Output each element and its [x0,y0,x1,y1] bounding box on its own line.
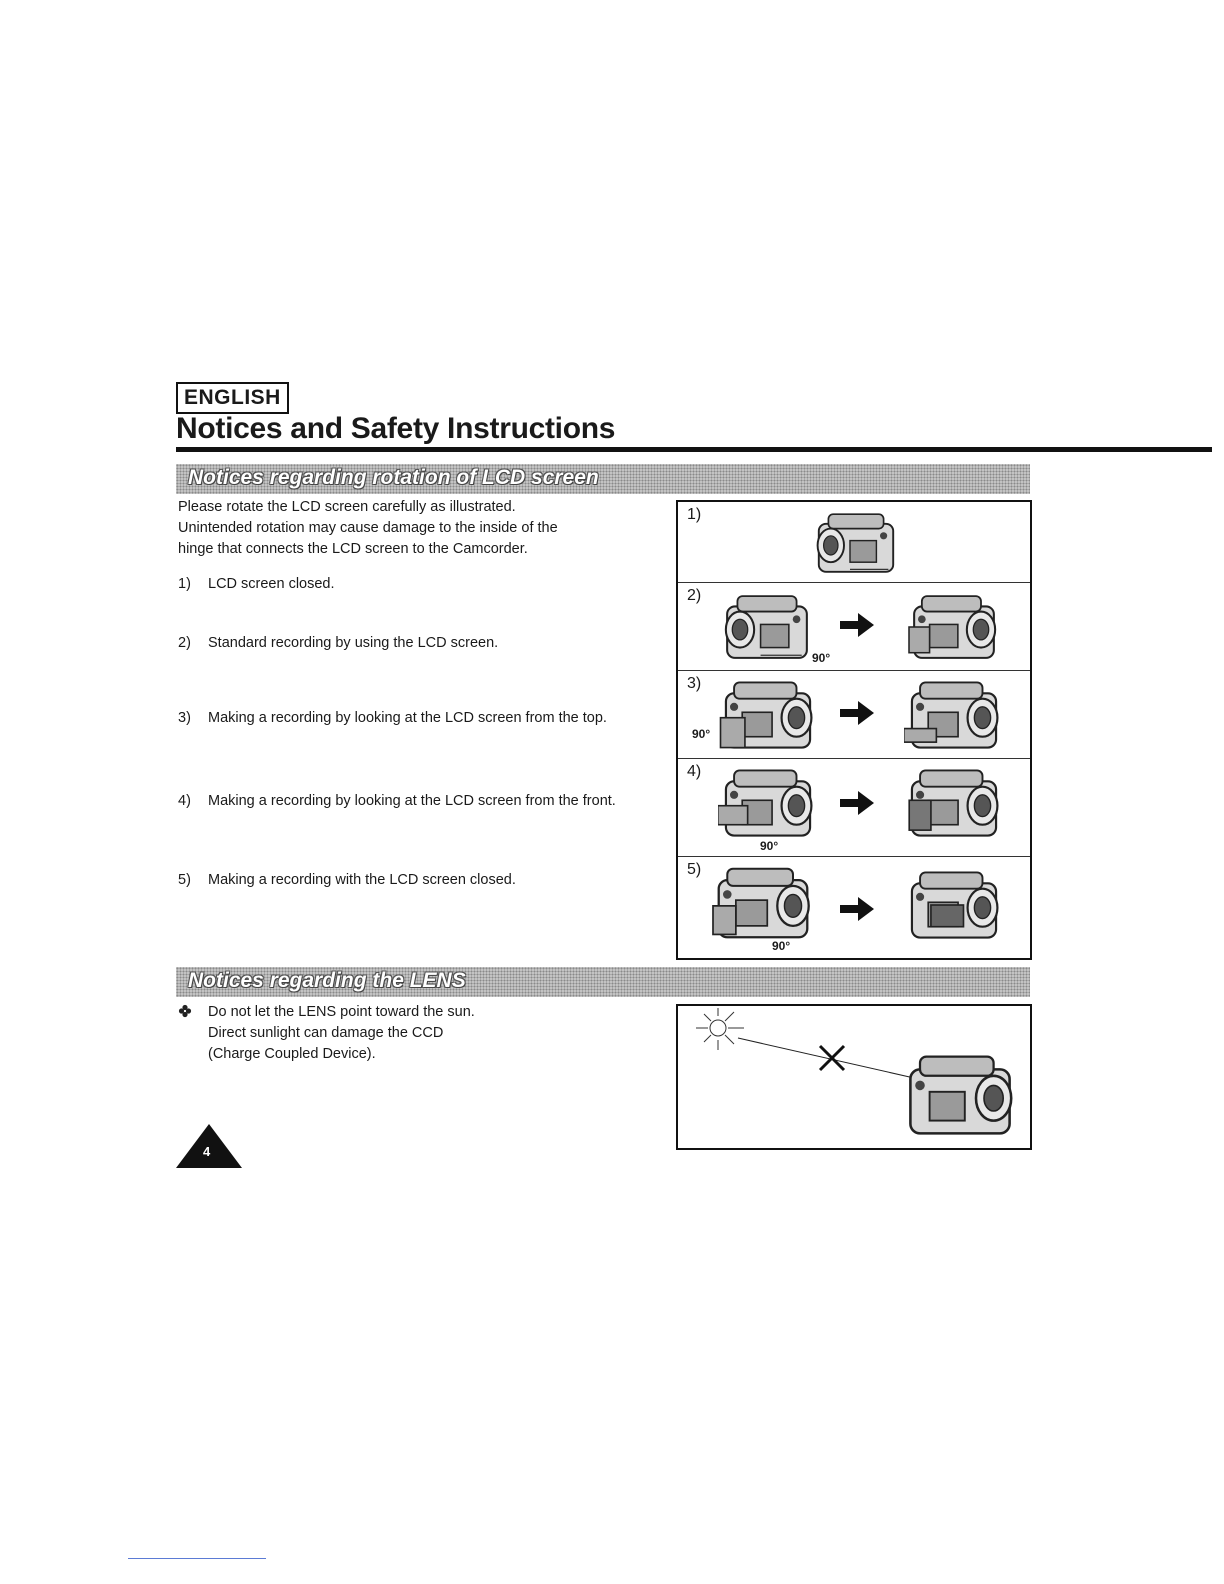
figure-label: 4) [687,763,702,780]
step-text: Standard recording by using the LCD screen. [208,635,499,651]
lcd-intro-line: Unintended rotation may cause damage to the inside of the [178,520,558,536]
step-number: 5) [178,872,191,888]
figure-row-4 [678,758,1030,857]
lcd-step-3 [178,710,607,726]
lens-notice [208,1002,475,1065]
rotation-label: 90° [760,839,779,853]
camcorder-lcd-flipped-up-icon [904,677,1004,753]
lcd-intro [178,497,558,560]
lcd-step-5 [178,872,516,888]
step-number: 1) [178,576,191,592]
camcorder-lcd-open-icon [904,591,1004,663]
arrow-right-icon [838,891,878,927]
section-heading-lcd [176,464,1030,494]
lens-notice-line: Do not let the LENS point toward the sun. [208,1004,475,1020]
lcd-rotation-figure [676,500,1032,960]
rotation-label: 90° [692,727,711,741]
camcorder-lcd-open-icon [718,765,818,841]
figure-label: 3) [687,675,702,692]
clover-bullet-icon [178,1004,192,1018]
camcorder-lcd-closed-icon [814,508,898,578]
lcd-step-1 [178,576,335,592]
section-heading-lens [176,967,1030,997]
camcorder-lcd-open-icon [708,863,818,943]
page-number: 4 [203,1144,211,1159]
arrow-right-icon [838,785,878,821]
figure-label: 5) [687,861,702,878]
lcd-intro-line: Please rotate the LCD screen carefully as illustrated. [178,499,516,515]
lcd-step-4 [178,793,616,809]
camcorder-lcd-facing-front-icon [904,765,1004,841]
figure-row-3 [678,670,1030,759]
arrow-right-icon [838,695,878,731]
figure-row-2 [678,582,1030,671]
rotation-label: 90° [812,651,831,665]
footer-rule [128,1558,266,1559]
sun-icon [696,1008,744,1050]
step-number: 4) [178,793,191,809]
section-heading-lcd-text: Notices regarding rotation of LCD screen [188,466,599,489]
camcorder-lcd-closed-reversed-icon [904,867,1004,943]
step-number: 2) [178,635,191,651]
title-rule [176,447,1212,452]
figure-row-5 [678,856,1030,959]
camcorder-icon [904,1050,1016,1140]
prohibited-x-icon [820,1046,844,1070]
step-text: Making a recording by looking at the LCD screen from the top. [208,710,607,726]
lens-notice-line: Direct sunlight can damage the CCD [208,1025,444,1041]
lens-sun-figure [676,1004,1032,1150]
rotation-label: 90° [772,939,791,953]
figure-label: 2) [687,587,702,604]
step-text: Making a recording by looking at the LCD screen from the front. [208,793,616,809]
section-heading-lens-text: Notices regarding the LENS [188,969,466,992]
language-badge: ENGLISH [176,382,289,414]
lcd-step-2 [178,635,498,651]
arrow-right-icon [838,607,878,643]
step-text: Making a recording with the LCD screen closed. [208,872,516,888]
lcd-intro-line: hinge that connects the LCD screen to the Camcorder. [178,541,528,557]
step-number: 3) [178,710,191,726]
page-title: Notices and Safety Instructions [176,412,616,445]
camcorder-lcd-closed-icon [722,591,812,663]
camcorder-lcd-open-icon [718,677,818,753]
lens-notice-line: (Charge Coupled Device). [208,1046,376,1062]
figure-label: 1) [687,506,702,523]
figure-row-1 [678,502,1030,582]
step-text: LCD screen closed. [208,576,335,592]
